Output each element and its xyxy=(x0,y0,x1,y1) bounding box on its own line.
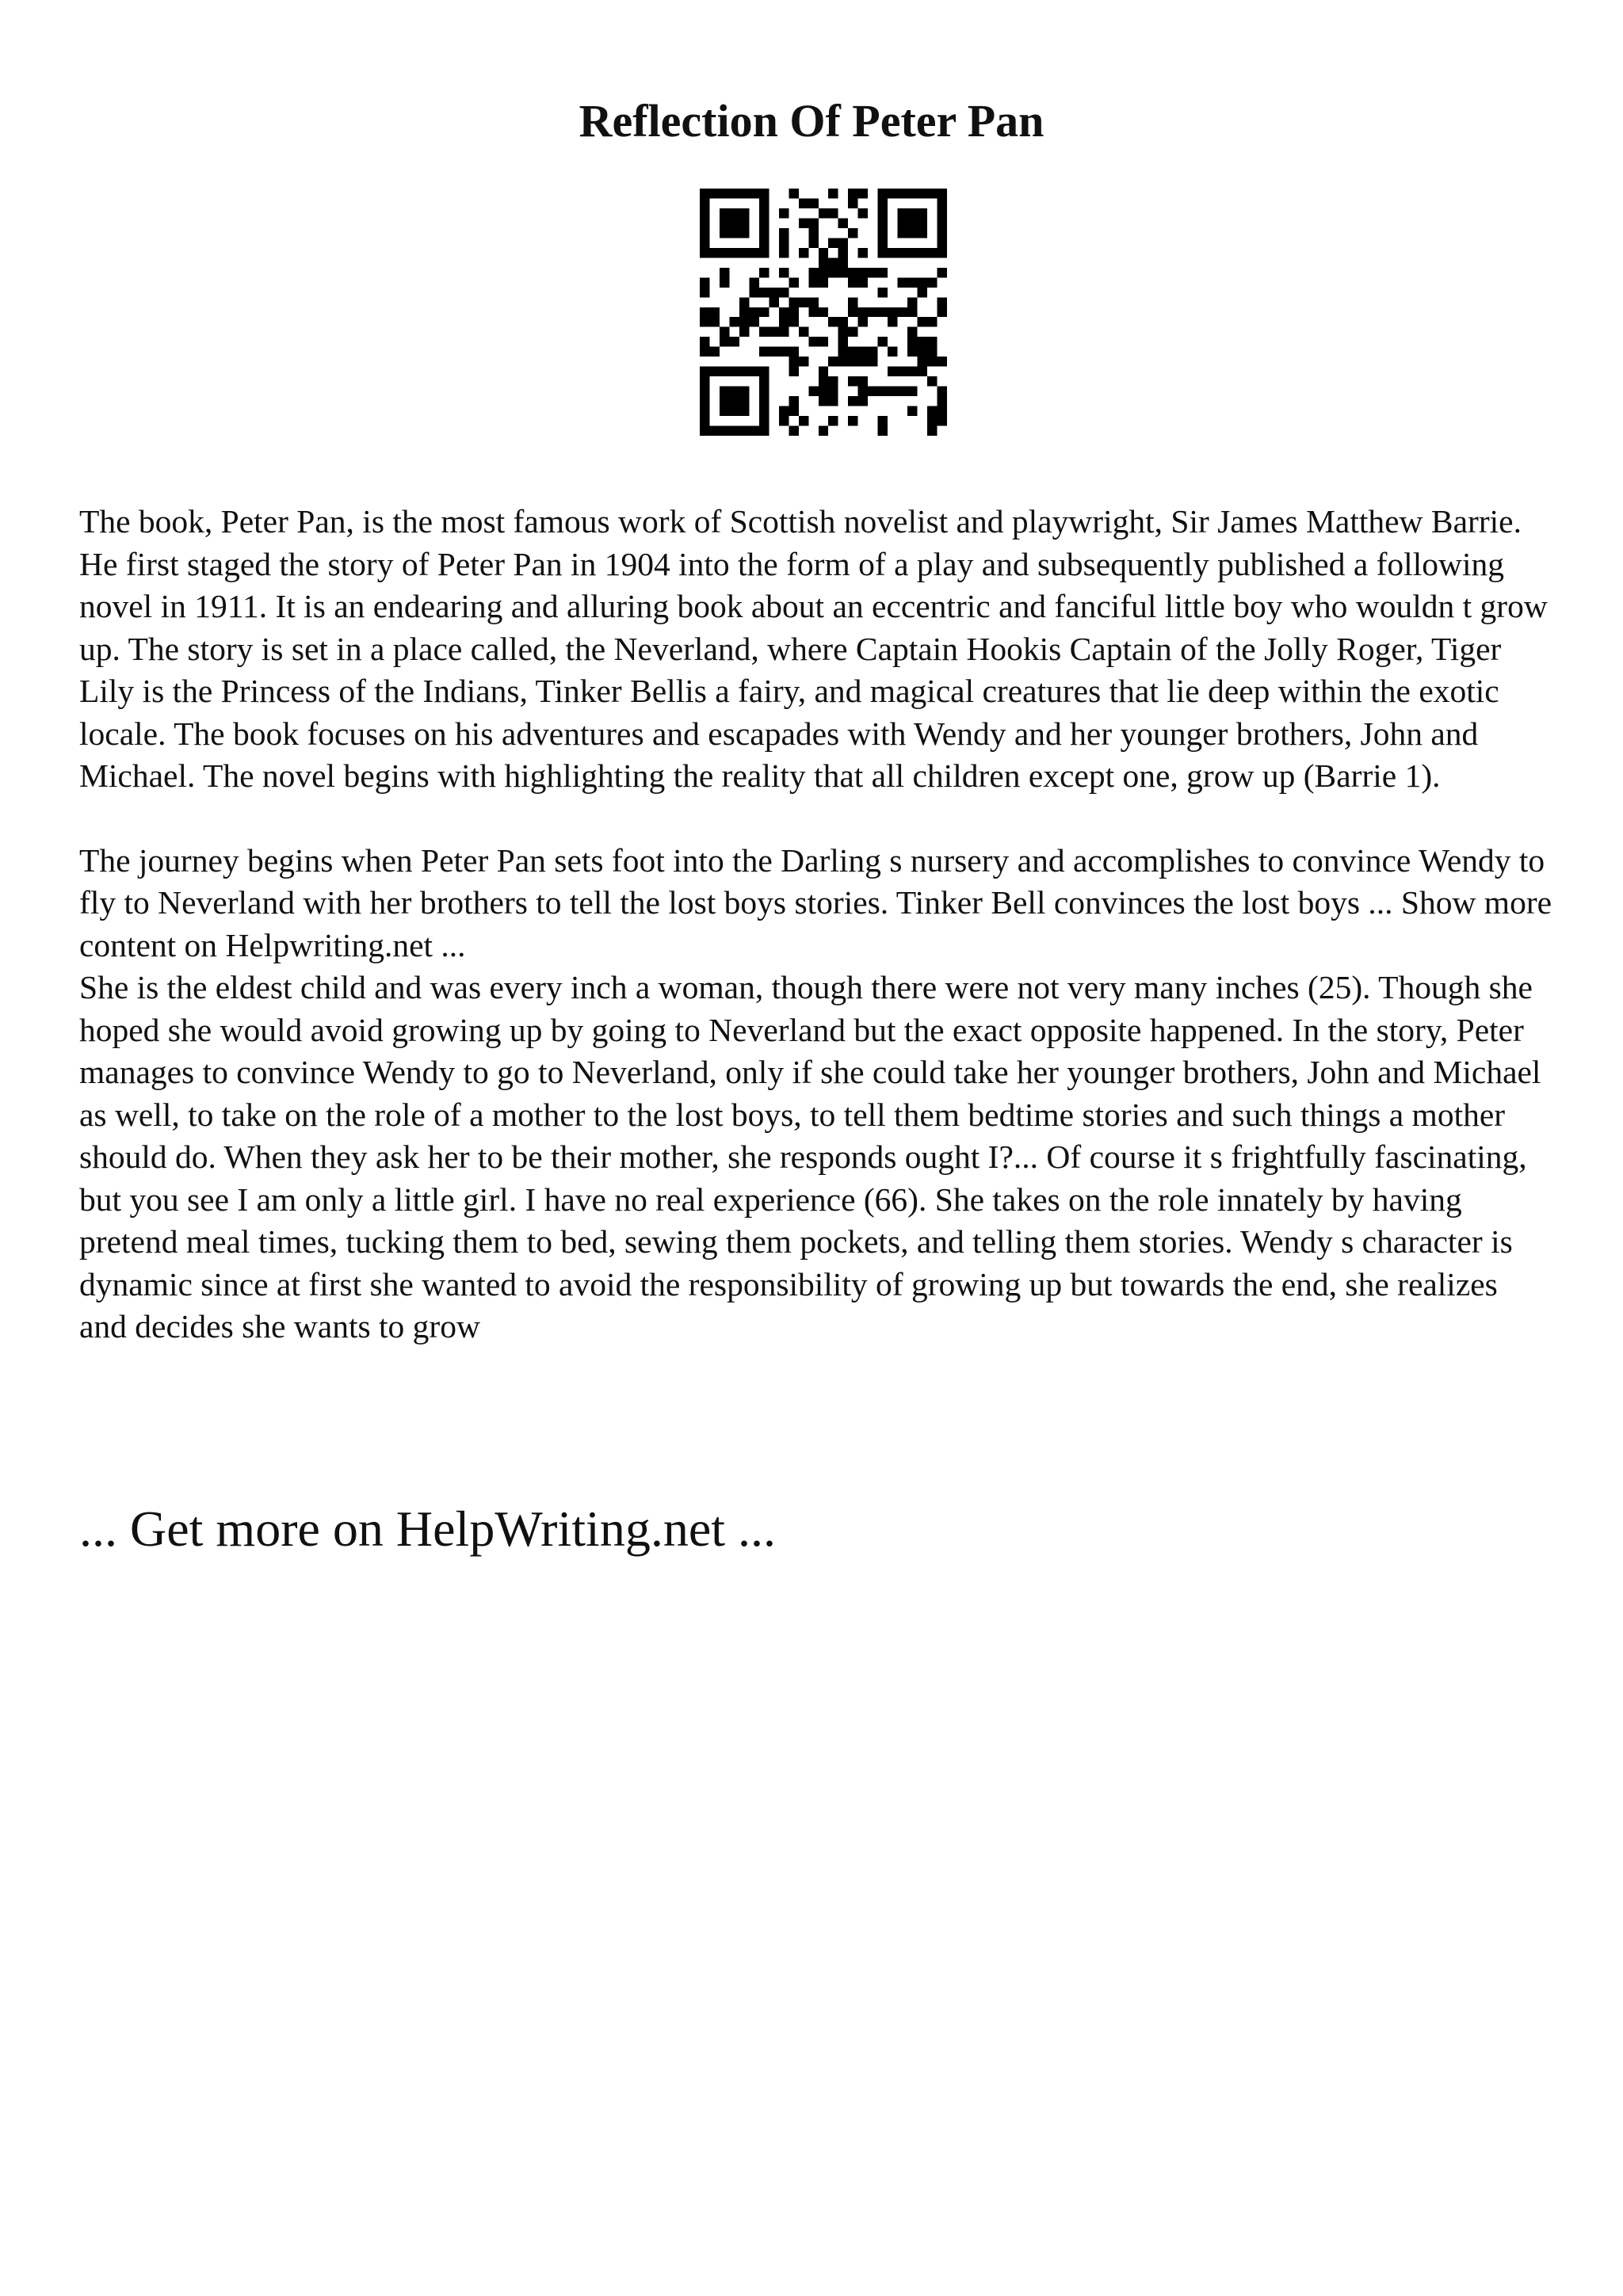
article-body xyxy=(79,501,1553,1348)
get-more-link[interactable]: ... Get more on HelpWriting.net ... xyxy=(79,1501,776,1557)
qr-code-graphic xyxy=(700,189,947,436)
paragraph-wendy: She is the eldest child and was every inch a woman, though there were not very many inches (25). Though she hoped she would avoid growing up by going to Neverland but the exact opposite happened. In the story, Peter manages to convince Wendy to go to Neverland, only if she could take her younger brothers, John and Michael as well, to take on the role of a mother to the lost boys, to tell them bedtime stories and such things a mother should do. When they ask her to be their mother, she responds ought I?... Of course it s frightfully fascinating, but you see I am only a little girl. I have no real experience (66). She takes on the role innately by having pretend meal times, tucking them to bed, sewing them pockets, and telling them stories. Wendy s character is dynamic since at first she wanted to avoid the responsibility of growing up but towards the end, she realizes and decides she wants to grow xyxy=(79,969,1541,1344)
qr-code-icon[interactable] xyxy=(700,189,947,436)
paragraph-intro: The book, Peter Pan, is the most famous work of Scottish novelist and playwright, Sir James Matthew Barrie. He first staged the story of Peter Pan in 1904 into the form of a play and subsequently published a following novel in 1911. It is an endearing and alluring book about an eccentric and fanciful little boy who wouldn t grow up. The story is set in a place called, the Neverland, where Captain Hookis Captain of the Jolly Roger, Tiger Lily is the Princess of the Indians, Tinker Bellis a fairy, and magical creatures that lie deep within the exotic locale. The book focuses on his adventures and escapades with Wendy and her younger brothers, John and Michael. The novel begins with highlighting the reality that all children except one, grow up (Barrie 1). xyxy=(79,503,1548,794)
page-title: Reflection Of Peter Pan xyxy=(579,95,1044,147)
paragraph-journey: The journey begins when Peter Pan sets foot into the Darling s nursery and accomplishes to convince Wendy to fly to Neverland with her brothers to tell the lost boys stories. Tinker Bell convinces the lost boys ... Show more content on Helpwriting.net ... xyxy=(79,841,1552,963)
